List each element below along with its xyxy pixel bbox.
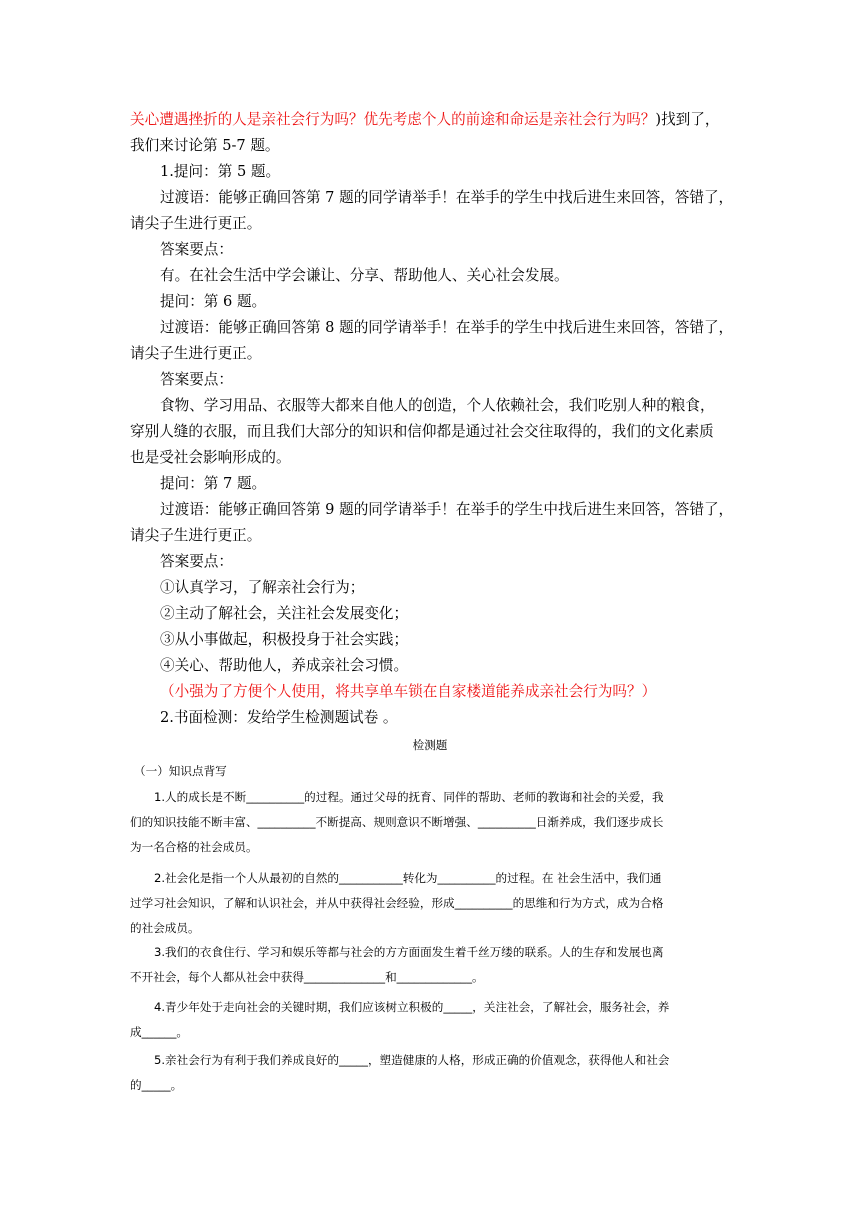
answer-label: 答案要点： — [160, 553, 233, 570]
test-item-line: 为一名合格的社会成员。 — [130, 840, 258, 854]
section-heading: （一）知识点背写 — [134, 764, 227, 778]
test-item-line: 1.人的成长是不断__________的过程。通过父母的抚育、同伴的帮助、老师的教诲和社会的关爱，我 — [154, 790, 664, 804]
red-question-text: 关心遭遇挫折的人是亲社会行为吗？优先考虑个人的前途和命运是亲社会行为吗？ — [130, 111, 656, 128]
answer-item: ①认真学习，了解亲社会行为； — [160, 579, 365, 596]
question-line: 1.提问：第 5 题。 — [160, 163, 281, 180]
test-item-line: 的社会成员。 — [130, 921, 200, 935]
transition-line: 过渡语：能够正确回答第 8 题的同学请举手！在举手的学生中找后进生来回答，答错了， — [160, 319, 734, 336]
written-test-line: 2.书面检测：发给学生检测题试卷 。 — [160, 709, 398, 726]
test-item-line: 2.社会化是指一个人从最初的自然的___________转化为__________的过程。在 社会生活中，我们通 — [154, 871, 662, 885]
question-line: 提问：第 6 题。 — [160, 293, 267, 310]
transition-line: 请尖子生进行更正。 — [130, 345, 262, 362]
test-item-line: 不开社会，每个人都从社会中获得______________和_____________。 — [130, 970, 484, 984]
answer-line: 也是受社会影响形成的。 — [130, 449, 291, 466]
test-item-line: 们的知识技能不断丰富、__________不断提高、规则意识不断增强、__________日渐养成，我们逐步成长 — [130, 815, 664, 829]
answer-label: 答案要点： — [160, 241, 233, 258]
paragraph-line — [130, 111, 719, 129]
answer-line: 有。在社会生活中学会谦让、分享、帮助他人、关心社会发展。 — [160, 267, 569, 284]
transition-line: 过渡语：能够正确回答第 7 题的同学请举手！在举手的学生中找后进生来回答，答错了， — [160, 189, 734, 206]
test-item-line: 3.我们的衣食住行、学习和娱乐等都与社会的方方面面发生着千丝万缕的联系。人的生存和发展也离 — [154, 945, 664, 959]
answer-item: ②主动了解社会，关注社会发展变化； — [160, 605, 409, 622]
answer-label: 答案要点： — [160, 371, 233, 388]
answer-line: 食物、学习用品、衣服等大都来自他人的创造，个人依赖社会，我们吃别人种的粮食， — [160, 397, 715, 414]
paragraph-tail: )找到了， — [655, 111, 720, 128]
paragraph-line: 我们来讨论第 5-7 题。 — [130, 137, 280, 154]
test-item-line: 4.青少年处于走向社会的关键时期，我们应该树立积极的_____，关注社会，了解社会，服务社会，养 — [154, 1000, 670, 1014]
answer-item: ④关心、帮助他人，养成亲社会习惯。 — [160, 657, 409, 674]
answer-line: 穿别人缝的衣服，而且我们大部分的知识和信仰都是通过社会交往取得的，我们的文化素质 — [130, 423, 714, 440]
test-title: 检测题 — [412, 738, 448, 752]
red-question-line: （小强为了方便个人使用，将共享单车锁在自家楼道能养成亲社会行为吗？） — [160, 683, 657, 700]
test-item-line: 的_____。 — [130, 1078, 183, 1092]
question-line: 提问：第 7 题。 — [160, 475, 267, 492]
transition-line: 过渡语：能够正确回答第 9 题的同学请举手！在举手的学生中找后进生来回答，答错了， — [160, 501, 734, 518]
transition-line: 请尖子生进行更正。 — [130, 215, 262, 232]
transition-line: 请尖子生进行更正。 — [130, 527, 262, 544]
test-item-line: 过学习社会知识，了解和认识社会，并从中获得社会经验，形成__________的思维和行为方式，成为合格 — [130, 896, 664, 910]
test-item-line: 5.亲社会行为有利于我们养成良好的_____，塑造健康的人格，形成正确的价值观念，获得他人和社会 — [154, 1053, 670, 1067]
test-item-line: 成______。 — [130, 1025, 188, 1039]
answer-item: ③从小事做起，积极投身于社会实践； — [160, 631, 409, 648]
